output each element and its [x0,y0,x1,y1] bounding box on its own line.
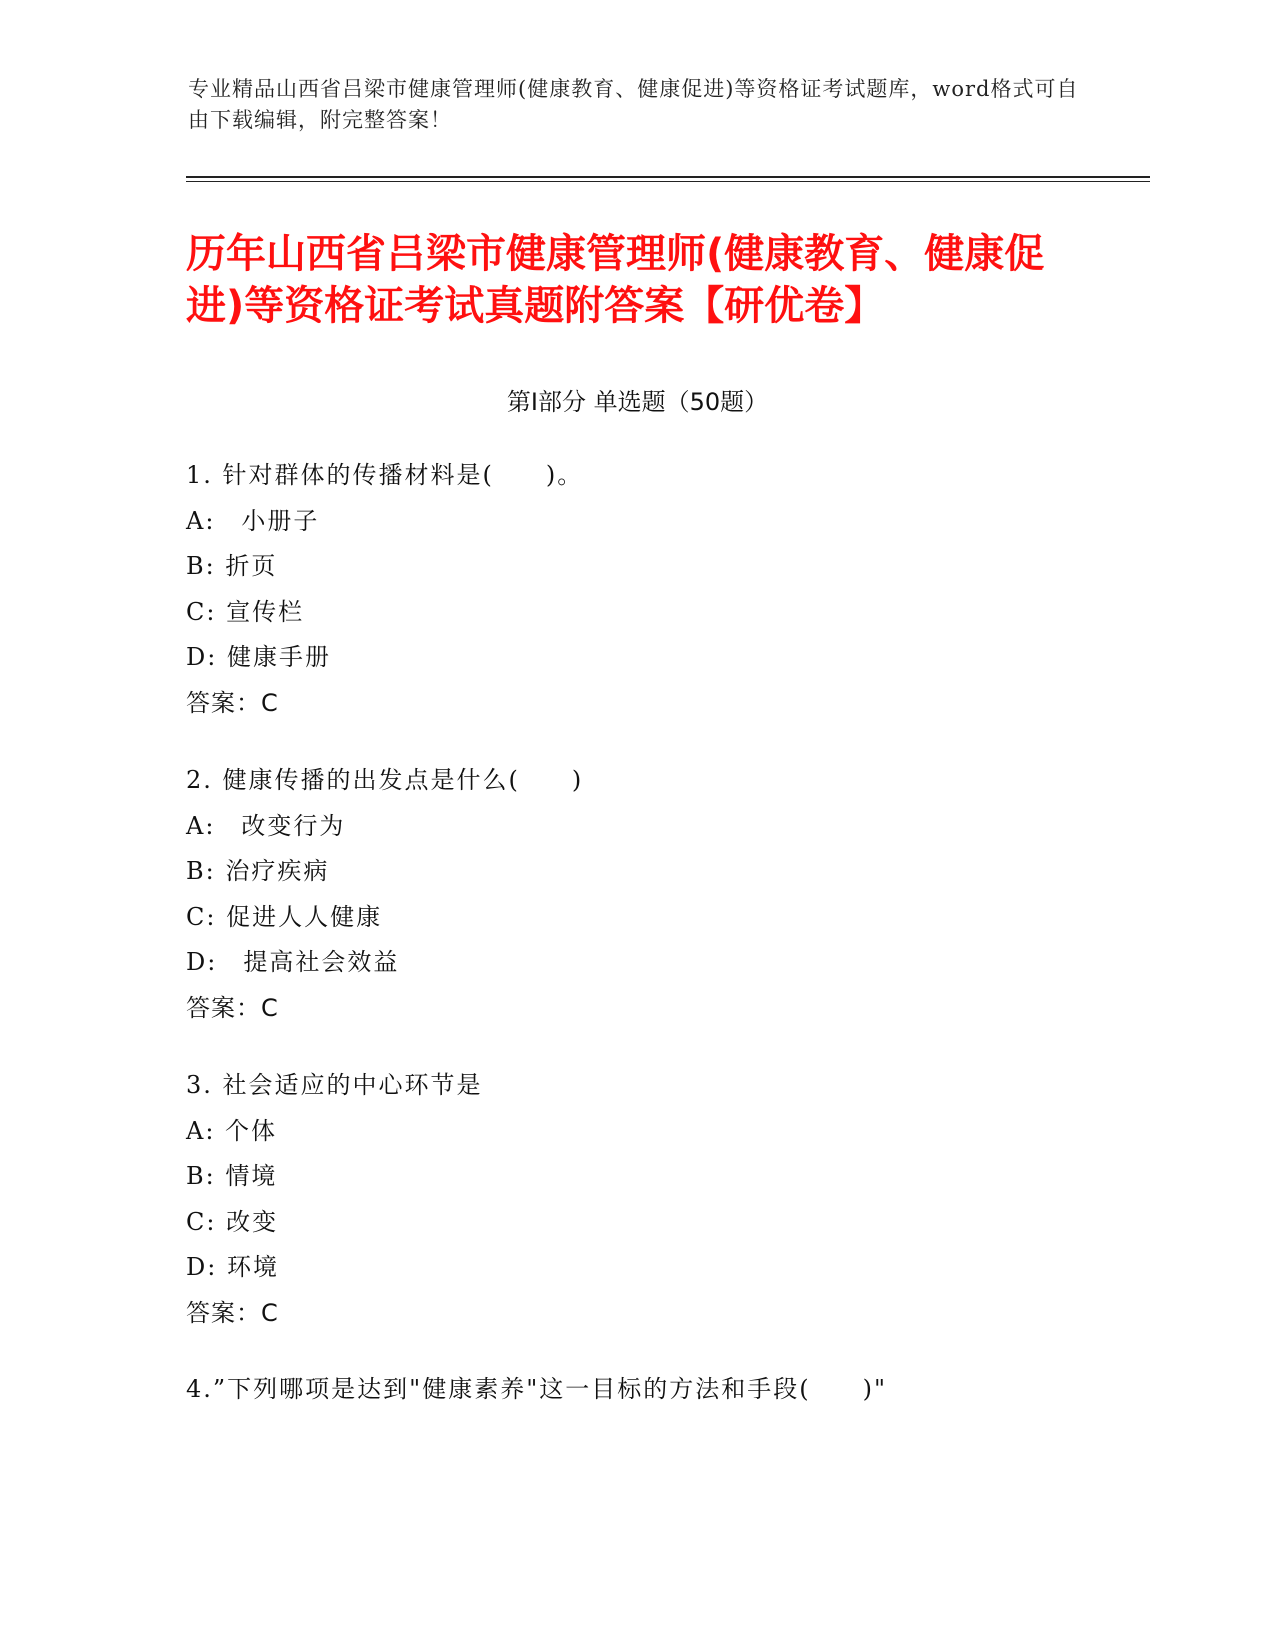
option-d: D: 健康手册 [186,643,331,671]
answer: 答案：C [186,993,279,1022]
answer: 答案：C [186,688,279,717]
option-c: C: 宣传栏 [186,597,305,626]
question-stem: 2. 健康传播的出发点是什么( ) [186,766,584,794]
option-b: B: 情境 [186,1162,278,1190]
question-3 [186,1063,1086,1336]
option-d: D: 提高社会效益 [186,948,400,976]
answer: 答案：C [186,1298,279,1327]
header-note: 专业精品山西省吕梁市健康管理师(健康教育、健康促进)等资格证考试题库，word格式可自由下载编辑，附完整答案！ [188,77,1079,132]
question-stem: 4.”下列哪项是达到"健康素养"这一目标的方法和手段( )" [186,1375,888,1403]
question-stem: 3. 社会适应的中心环节是 [186,1071,483,1099]
header-divider-thick [186,176,1150,178]
question-2 [186,758,1086,1031]
question-stem: 1. 针对群体的传播材料是( )。 [186,461,584,489]
header-divider-thin [186,181,1150,182]
section-title: 第Ⅰ部分 单选题（50题） [506,388,769,416]
option-b: B: 折页 [186,552,278,580]
question-1 [186,453,1086,726]
option-c: C: 促进人人健康 [186,902,383,931]
option-a: A: 个体 [186,1116,278,1145]
option-c: C: 改变 [186,1207,279,1236]
option-a: A: 改变行为 [186,811,346,840]
option-a: A: 小册子 [186,506,320,535]
option-d: D: 环境 [186,1253,279,1281]
option-b: B: 治疗疾病 [186,857,330,885]
question-4 [186,1367,1086,1413]
document-title: 历年山西省吕梁市健康管理师(健康教育、健康促进)等资格证考试真题附答案【研优卷】 [186,231,1045,329]
